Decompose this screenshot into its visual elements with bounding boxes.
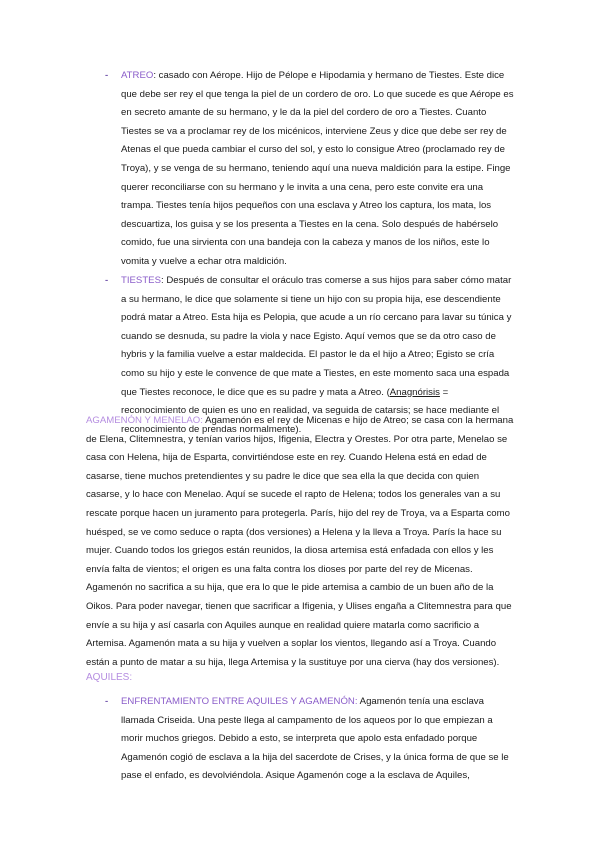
- bullet-icon: -: [105, 275, 109, 286]
- enfrentamiento-label: ENFRENTAMIENTO ENTRE AQUILES Y AGAMENÓN:: [121, 696, 358, 707]
- enfrentamiento-paragraph: [121, 693, 514, 786]
- tiestes-label: TIESTES: [121, 275, 161, 286]
- agamenon-text: Agamenón es el rey de Micenas e hijo de Atreo; se casa con la hermana de Elena, Clitemnestra, y tenían varios hijos, Ifigenia, Electra y Orestes. Por otra parte, Menelao se casa con Helena, hija de Esparta, convirtiéndose este en rey. Cuando Helena está en edad de casarse, tiene muchos pretendientes y su padre le dice que sea ella la que decida con quien casarse, y lo hace con Menelao. Aquí se sucede el rapto de Helena; todos los generales van a su rescate porque hacen un juramento para protegerla. París, hijo del rey de Troya, va a Esparta como huésped, se ve como seduce o rapta (dos versiones) a Helena y la lleva a Troya. París la hace su mujer. Cuando todos los griegos están reunidos, la diosa artemisa está enfadada con ellos y les envía falta de vientos; el origen es una falta contra los dioses por parte del rey de Micenas. Agamenón no sacrifica a su hija, que era lo que le pide artemisa a cambio de un buen año de la Oikos. Para poder navegar, tienen que sacrificar a Ifigenia, y Ulises engaña a Clitemnestra para que envíe a su hija y así casarla con Aquiles aunque en realidad quiere matarla como sacrificio a Artemisa. Agamenón mata a su hija y vuelven a soplar los vientos, llegando así a Troya. Cuando están a punto de matar a su hija, llega Artemisa y la sustituye por una cierva (hay dos versiones).: [86, 415, 514, 668]
- agamenon-section: [86, 412, 514, 672]
- tiestes-text-end: = reconocimiento de quien es uno en realidad, va seguida de catarsis; se hace mediante el reconocimiento de prendas normalmente).: [121, 386, 500, 435]
- aquiles-heading: AQUILES:: [86, 672, 133, 683]
- bullet-icon: -: [105, 696, 109, 707]
- bullet-icon: -: [105, 70, 109, 81]
- atreo-text: : casado con Aérope. Hijo de Pélope e Hipodamia y hermano de Tiestes. Este dice que debe ser rey el que tenga la piel de un cordero de oro. Lo que sucede es que Aérope es en secreto amante de su hermano, y le da la piel del cordero de oro a Tiestes. Cuanto Tiestes se va a proclamar rey de los micénicos, interviene Zeus y dice que debe ser rey de Atenas el que pueda cambiar el curso del sol, y esto lo consigue Atreo (proclamado rey de Troya), y se venga de su hermano, teniendo aquí una nueva maldición para la estipe. Finge querer reconciliarse con su hermano y le invita a una cena, pero este convite era una trampa. Tiestes tenía hijos pequeños con una esclava y Atreo los captura, los mata, los descuartiza, los guisa y se los presenta a Tiestes en la cena. Solo después de habérselo comido, fue una sirvienta con una bandeja con la cabeza y manos de los niños, este lo vomita y vuelve a echar otra maldición.: [121, 70, 514, 267]
- tiestes-text: : Después de consultar el oráculo tras comerse a sus hijos para saber cómo matar a su hermano, le dice que solamente si tiene un hijo con su propia hija, ese descendiente podrá matar a Atreo. Esta hija es Pelopia, que acude a un río cercano para lavar su túnica y cuando se desnuda, su padre la viola y nace Egisto. Aquí vemos que se da otro caso de hybris y la familia vuelve a estar maldecida. El pastor le da el hijo a Atreo; Egisto se cría como su hijo y este le convence de que mate a Tiestes, en este momento saca una espada que Tiestes reconoce, le dice que es su padre y mata a Atreo. (: [121, 275, 512, 398]
- agamenon-paragraph: [86, 412, 514, 672]
- list-item-enfrentamiento: [105, 693, 514, 786]
- agamenon-label: AGAMENÓN Y MENELAO:: [86, 415, 203, 426]
- atreo-label: ATREO: [121, 70, 154, 81]
- enfrentamiento-text: Agamenón tenía una esclava llamada Criseida. Una peste llega al campamento de los aqueos por lo que empiezan a morir muchos griegos. Debido a esto, se interpreta que apolo esta enfadado porque Agamenón cogió de esclava a la hija del sacerdote de Crises, y la única forma de que se le pase el enfado, es devolviéndola. Asique Agamenón coge a la esclava de Aquiles,: [121, 696, 509, 782]
- list-item-atreo: [105, 67, 514, 272]
- atreo-paragraph: [121, 67, 514, 272]
- anagnorisis-term: Anagnórisis: [389, 386, 440, 398]
